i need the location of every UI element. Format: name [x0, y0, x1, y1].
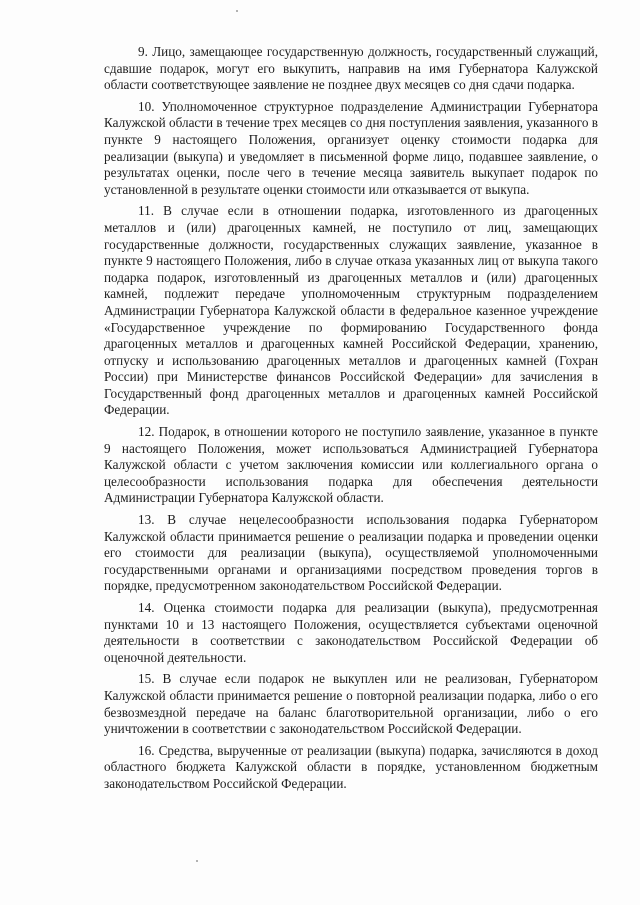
paragraph-11: 11. В случае если в отношении подарка, изготовленного из драгоценных металлов и (или) драгоценных камней, не поступило от лиц, замещающих государственные должности, государственных служащих заявление, указанное в пункте 9 настоящего Положения, либо в случае отказа указанных лиц от выкупа такого подарка подарок, изготовленный из драгоценных металлов и (или) драгоценных камней, подлежит передаче уполномоченным структурным подразделением Администрации Губернатора Калужской области в федеральное казенное учреждение «Государственное учреждение по формированию Государственного фонда драгоценных металлов и драгоценных камней Российской Федерации, хранению, отпуску и использованию драгоценных металлов и драгоценных камней (Гохран России) при Министерстве финансов Российской Федерации» для зачисления в Государственный фонд драгоценных металлов и драгоценных камней Российской Федерации.: [104, 203, 598, 418]
paragraph-9: 9. Лицо, замещающее государственную должность, государственный служащий, сдавшие подарок, могут его выкупить, направив на имя Губернатора Калужской области соответствующее заявление не позднее двух месяцев со дня сдачи подарка.: [104, 44, 598, 93]
scan-speck: [236, 10, 238, 12]
paragraph-13: 13. В случае нецелесообразности использования подарка Губернатором Калужской области принимается решение о реализации подарка и проведении оценки его стоимости для реализации (выкупа), осуществляемой уполномоченными государственными органами и организациями посредством проведения торгов в порядке, предусмотренном законодательством Российской Федерации.: [104, 512, 598, 594]
paragraph-12: 12. Подарок, в отношении которого не поступило заявление, указанное в пункте 9 настоящего Положения, может использоваться Администрацией Губернатора Калужской области с учетом заключения комиссии или коллегиального органа о целесообразности использования подарка для обеспечения деятельности Администрации Губернатора Калужской области.: [104, 424, 598, 506]
paragraph-14: 14. Оценка стоимости подарка для реализации (выкупа), предусмотренная пунктами 10 и 13 настоящего Положения, осуществляется субъектами оценочной деятельности в соответствии с законодательством Российской Федерации об оценочной деятельности.: [104, 600, 598, 665]
paragraph-16: 16. Средства, вырученные от реализации (выкупа) подарка, зачисляются в доход областного бюджета Калужской области в порядке, установленном бюджетным законодательством Российской Федерации.: [104, 742, 598, 791]
paragraph-10: 10. Уполномоченное структурное подразделение Администрации Губернатора Калужской области в течение трех месяцев со дня поступления заявления, указанного в пункте 9 настоящего Положения, организует оценку стоимости подарка для реализации (выкупа) и уведомляет в письменной форме лицо, подавшее заявление, о результатах оценки, после чего в течение месяца заявитель выкупает подарок по установленной в результате оценки стоимости или отказывается от выкупа.: [104, 98, 598, 197]
scan-speck: [196, 860, 198, 862]
document-body: [104, 44, 598, 798]
paragraph-15: 15. В случае если подарок не выкуплен или не реализован, Губернатором Калужской области принимается решение о повторной реализации подарка, либо о его безвозмездной передаче на баланс благотворительной организации, либо о его уничтожении в соответствии с законодательством Российской Федерации.: [104, 671, 598, 737]
